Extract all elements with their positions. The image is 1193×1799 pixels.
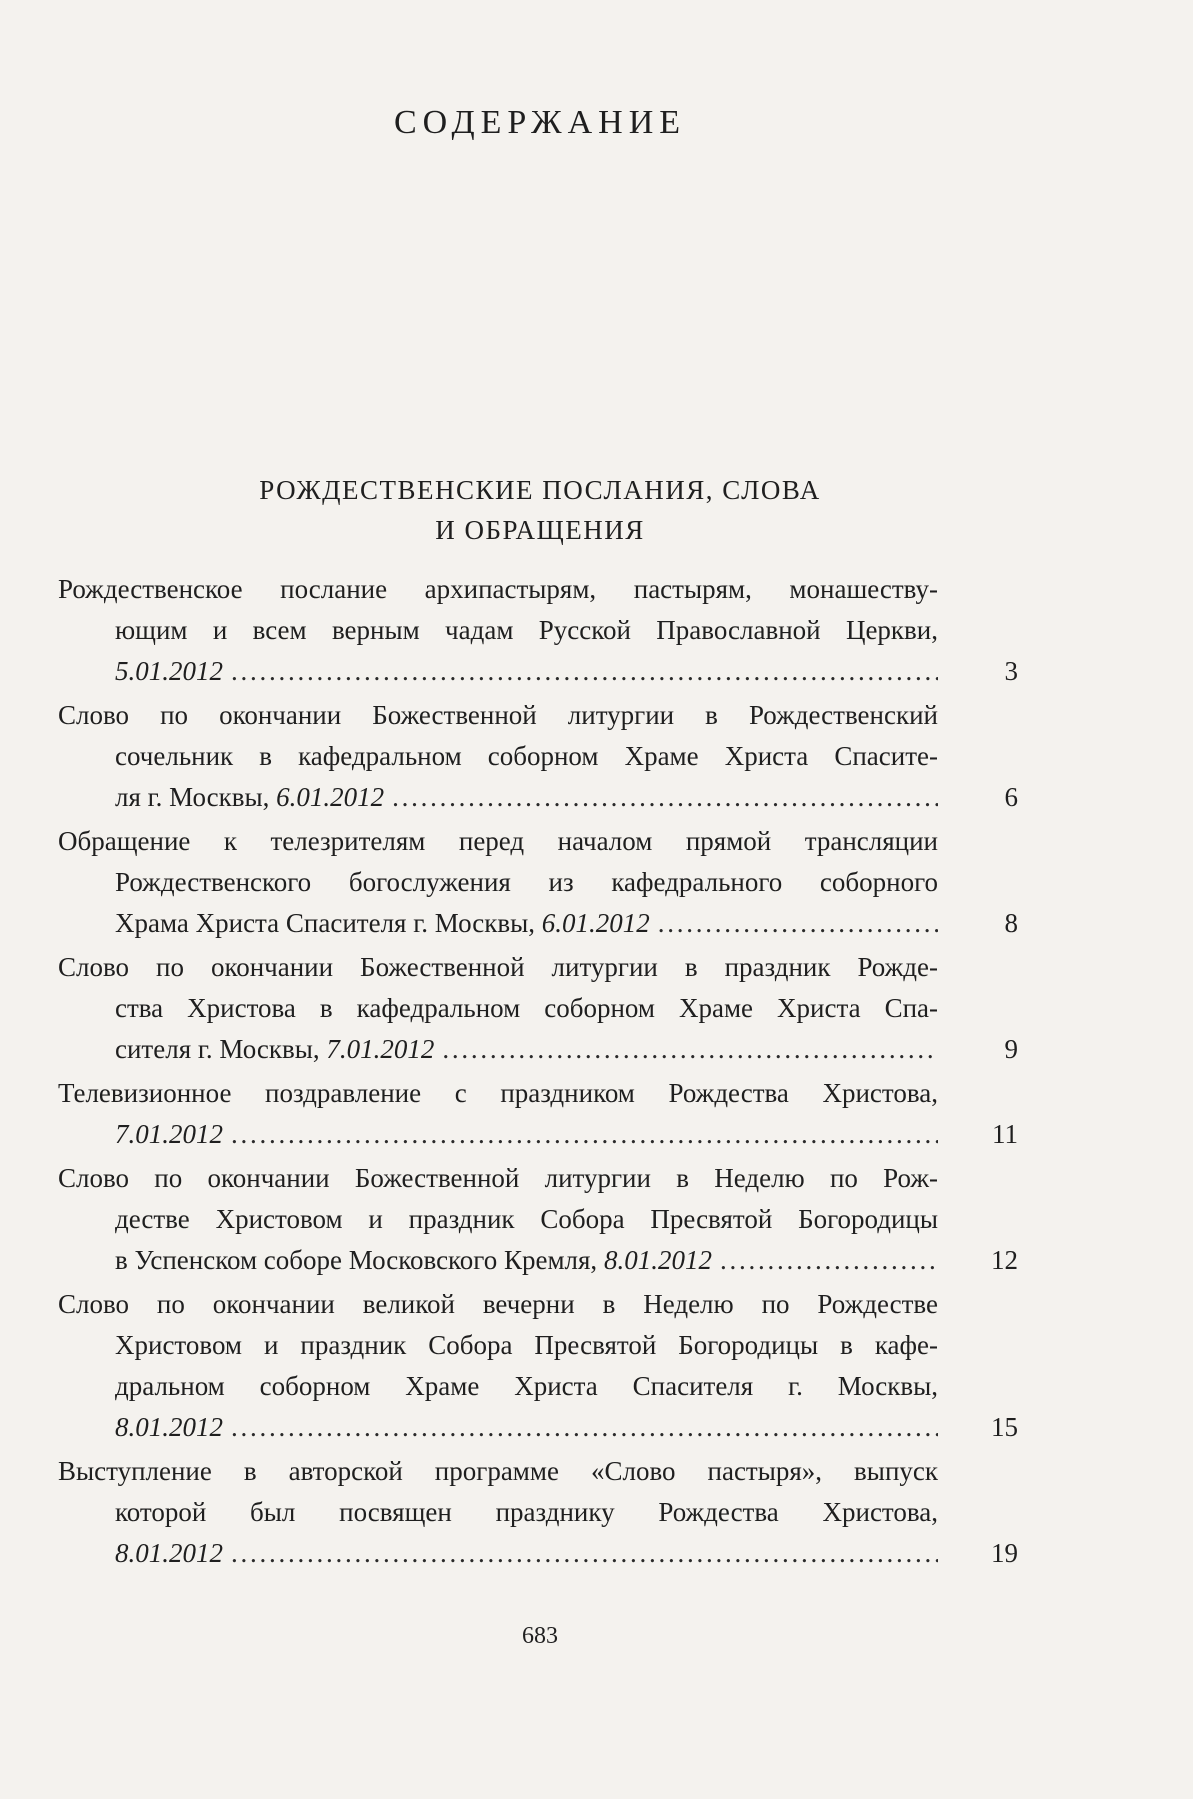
toc-entry-line: дестве Христовом и праздник Собора Пресвятой Богородицы xyxy=(115,1204,938,1234)
toc-entry-line: Слово по окончании Божественной литургии в праздник Рожде- xyxy=(58,952,938,982)
dot-leader xyxy=(223,1407,938,1448)
section-heading-line-2: И ОБРАЩЕНИЯ xyxy=(435,515,645,545)
toc-entry-final-text xyxy=(115,1407,223,1448)
toc-entry-final-line xyxy=(58,651,938,692)
toc-entry xyxy=(58,1073,1018,1155)
toc-entry-page-number: 8 xyxy=(1004,908,1018,938)
toc-entry-page-number: 19 xyxy=(991,1538,1018,1568)
toc-entry-final-text xyxy=(115,1533,223,1574)
toc-entry-line: Слово по окончании Божественной литургии в Рождественский xyxy=(58,700,938,730)
toc-entry-page-number: 15 xyxy=(991,1412,1018,1442)
toc-entry-date: 8.01.2012 xyxy=(603,1245,712,1275)
toc-entry xyxy=(58,695,1018,818)
toc-entry-date: 6.01.2012 xyxy=(541,908,650,938)
section-heading xyxy=(0,470,1080,550)
toc-entry-line: Слово по окончании великой вечерни в Неделю по Рождестве xyxy=(58,1289,938,1319)
toc-entry-line: Христовом и праздник Собора Пресвятой Богородицы в кафе- xyxy=(115,1330,938,1360)
toc-entry-line: Обращение к телезрителям перед началом прямой трансляции xyxy=(58,826,938,856)
toc-entry xyxy=(58,569,1018,692)
dot-leader xyxy=(712,1240,938,1281)
toc-entry-page-number: 9 xyxy=(1004,1034,1018,1064)
toc-entry-prefix: Храма Христа Спасителя г. Москвы, xyxy=(115,908,542,938)
dot-leader xyxy=(384,777,938,818)
toc-entry-line: Телевизионное поздравление с праздником Рождества Христова, xyxy=(58,1078,938,1108)
toc-entry-line: Рождественское послание архипастырям, пастырям, монашеству- xyxy=(58,574,938,604)
toc-entry-page-number: 12 xyxy=(991,1245,1018,1275)
toc-entry-final-line xyxy=(58,1240,938,1281)
toc-entry-page-number: 3 xyxy=(1004,656,1018,686)
page-title: СОДЕРЖАНИЕ xyxy=(393,104,687,141)
toc-entry-line: которой был посвящен празднику Рождества Христова, xyxy=(115,1497,938,1527)
dot-leader xyxy=(650,903,938,944)
toc-entry-final-line xyxy=(58,1533,938,1574)
toc-entry-line: ства Христова в кафедральном соборном Храме Христа Спа- xyxy=(115,993,938,1023)
toc-entry-date: 6.01.2012 xyxy=(276,782,385,812)
toc-entry-final-text xyxy=(115,777,384,818)
dot-leader xyxy=(223,1533,938,1574)
toc-entry-final-text xyxy=(115,903,650,944)
toc-entry xyxy=(58,1284,1018,1448)
toc-entry xyxy=(58,947,1018,1070)
toc-entry xyxy=(58,1158,1018,1281)
toc-entry-line: Выступление в авторской программе «Слово пастыря», выпуск xyxy=(58,1456,938,1486)
toc-entry-final-line xyxy=(58,1114,938,1155)
toc-entry-final-text xyxy=(115,651,223,692)
toc-entry-date: 8.01.2012 xyxy=(115,1538,223,1568)
toc-entry-final-line xyxy=(58,1029,938,1070)
toc-entry-date: 7.01.2012 xyxy=(115,1119,223,1149)
toc-entry-line: сочельник в кафедральном соборном Храме Христа Спасите- xyxy=(115,741,938,771)
dot-leader xyxy=(434,1029,938,1070)
dot-leader xyxy=(223,651,938,692)
toc-entry-final-text xyxy=(115,1240,712,1281)
toc-entry-final-line xyxy=(58,777,938,818)
toc-entry-date: 7.01.2012 xyxy=(326,1034,435,1064)
toc-entry-final-line xyxy=(58,1407,938,1448)
toc-entry-line: Рождественского богослужения из кафедрального соборного xyxy=(115,867,938,897)
toc-entry-page-number: 6 xyxy=(1004,782,1018,812)
toc-entry-prefix: в Успенском соборе Московского Кремля, xyxy=(115,1245,604,1275)
toc-entry-prefix: ля г. Москвы, xyxy=(115,782,277,812)
table-of-contents xyxy=(58,569,1018,1577)
toc-entry-line: дральном соборном Храме Христа Спасителя г. Москвы, xyxy=(115,1371,938,1401)
toc-entry-final-text xyxy=(115,1114,223,1155)
page-number: 683 xyxy=(522,1623,558,1649)
toc-entry-final-text xyxy=(115,1029,434,1070)
toc-entry-date: 8.01.2012 xyxy=(115,1412,223,1442)
section-heading-line-1: РОЖДЕСТВЕНСКИЕ ПОСЛАНИЯ, СЛОВА xyxy=(259,475,821,505)
toc-entry-date: 5.01.2012 xyxy=(115,656,223,686)
dot-leader xyxy=(223,1114,938,1155)
toc-entry xyxy=(58,821,1018,944)
toc-entry-prefix: сителя г. Москвы, xyxy=(115,1034,327,1064)
toc-entry-line: Слово по окончании Божественной литургии в Неделю по Рож- xyxy=(58,1163,938,1193)
toc-entry-line: ющим и всем верным чадам Русской Православной Церкви, xyxy=(115,615,938,645)
toc-entry-final-line xyxy=(58,903,938,944)
toc-entry-page-number: 11 xyxy=(992,1119,1018,1149)
toc-entry xyxy=(58,1451,1018,1574)
